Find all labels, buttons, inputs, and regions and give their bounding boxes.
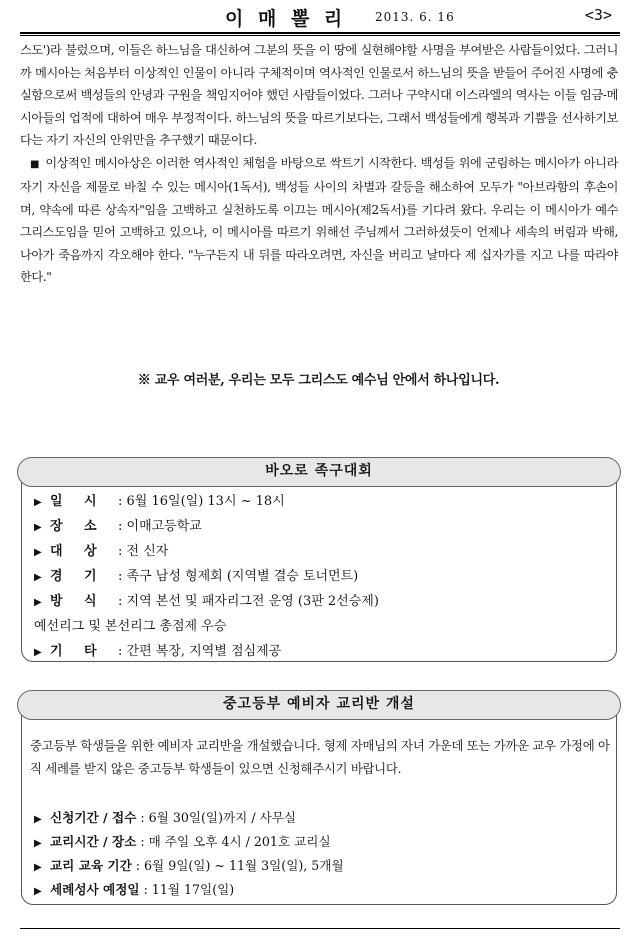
issue-date: 2013. 6. 16 xyxy=(375,10,455,24)
triangle-bullet-icon: ▶ xyxy=(34,862,42,873)
catechism-box-title: 중고등부 예비자 교리반 개설 xyxy=(17,690,621,720)
detail-row-place xyxy=(34,514,379,539)
detail-label: 대 상 xyxy=(50,544,97,559)
detail-value: : 족구 남성 형제회 (지역별 결승 토너먼트) xyxy=(118,569,359,584)
triangle-bullet-icon: ▶ xyxy=(34,572,42,583)
catechism-intro: 중고등부 학생들을 위한 예비자 교리반을 개설했습니다. 형제 자매님의 자녀 가운데 또는 가까운 교우 가정에 아직 세례를 받지 않은 중고등부 학생들이 있으면 신청해주시기 바랍니다. xyxy=(30,738,610,776)
catechism-details xyxy=(34,806,344,902)
header-divider-thin xyxy=(20,35,620,36)
detail-label: 신청기간 / 접수 xyxy=(50,810,137,825)
detail-label: 일 시 xyxy=(50,494,97,509)
detail-label: 세례성사 예정일 xyxy=(50,882,140,897)
detail-value: : 간편 복장, 지역별 점심제공 xyxy=(118,644,282,659)
detail-value: : 6월 30일(일)까지 / 사무실 xyxy=(140,810,297,825)
detail-value: : 6월 16일(일) 13시 ~ 18시 xyxy=(118,494,285,509)
detail-value: : 전 신자 xyxy=(118,544,169,559)
detail-value: : 지역 본선 및 패자리그전 운영 (3판 2선승제) xyxy=(118,594,379,609)
event-box-foot-volleyball xyxy=(21,470,617,662)
detail-row-target xyxy=(34,539,379,564)
triangle-bullet-icon: ▶ xyxy=(34,838,42,849)
detail-label: 기 타 xyxy=(50,644,97,659)
catechism-row-baptism xyxy=(34,878,344,902)
newsletter-title: 이 매 뽈 리 xyxy=(225,8,347,30)
detail-row-date xyxy=(34,489,379,514)
triangle-bullet-icon: ▶ xyxy=(34,814,42,825)
triangle-bullet-icon: ▶ xyxy=(34,886,42,897)
article-body xyxy=(20,39,618,289)
catechism-row-application xyxy=(34,806,344,830)
square-bullet-icon: ■ xyxy=(30,158,40,170)
triangle-bullet-icon: ▶ xyxy=(34,597,42,608)
catechism-row-time-place xyxy=(34,830,344,854)
triangle-bullet-icon: ▶ xyxy=(34,497,42,508)
article-paragraph-2 xyxy=(20,152,618,289)
event-box-title: 바오로 족구대회 xyxy=(17,457,621,487)
detail-value: : 매 주일 오후 4시 / 201호 교리실 xyxy=(140,834,331,849)
header-divider xyxy=(20,32,620,34)
detail-label: 방 식 xyxy=(50,594,97,609)
detail-label: 장 소 xyxy=(50,519,97,534)
detail-value: : 이매고등학교 xyxy=(118,519,202,534)
triangle-bullet-icon: ▶ xyxy=(34,547,42,558)
detail-value: : 11월 17일(일) xyxy=(143,882,235,897)
closing-message: ※ 교우 여러분, 우리는 모두 그리스도 예수님 안에서 하나입니다. xyxy=(137,373,500,388)
detail-label: 교리 교육 기간 xyxy=(50,858,132,873)
article-paragraph-1: 스도')라 불렀으며, 이들은 하느님을 대신하여 그분의 뜻을 이 땅에 실현해야할 사명을 부여받은 사람들이었다. 그러니까 메시아는 처음부터 이상적인 인물이 아니라 구체적이며 역사적인 인물로서 하느님의 뜻을 받들어 주어진 사명에 충실함으로써 백성들의 안녕과 구원을 책임지어야 했던 사람들이었다. 그러나 구약시대 이스라엘의 역사는 이들 임금-메시아들의 업적에 대하여 매우 부정적이다. 하느님의 뜻을 따르기보다는, 그래서 백성들에게 행복과 기쁨을 선사하기보다는 자기 자신의 안위만을 추구했기 때문이다. xyxy=(20,43,618,147)
detail-label: 경 기 xyxy=(50,569,97,584)
triangle-bullet-icon: ▶ xyxy=(34,522,42,533)
detail-row-game xyxy=(34,564,379,589)
catechism-row-period xyxy=(34,854,344,878)
triangle-bullet-icon: ▶ xyxy=(34,647,42,658)
page-number: <3> xyxy=(584,6,612,24)
event-details xyxy=(34,489,379,664)
article-paragraph-2-text: 이상적인 메시아상은 이러한 역사적인 체험을 바탕으로 싹트기 시작한다. 백성들 위에 군림하는 메시아가 아니라 자기 자신을 제물로 바칠 수 있는 메시아(1독서), 백성들 사이의 차별과 갈등을 해소하여 모두가 "아브라함의 후손이며, 약속에 따른 상속자"임을 고백하고 실천하도록 이끄는 메시아(제2독서)를 기다려 왔다. 우리는 이 메시아가 예수 그리스도임을 믿어 고백하고 있으나, 이 메시아를 따르기 위해선 주님께서 그러하셨듯이 언제나 세속의 버림과 박해, 나아가 죽음까지 각오해야 한다. "누구든지 내 뒤를 따라오려면, 자신을 버리고 날마다 제 십자가를 지고 나를 따라야 한다." xyxy=(20,155,618,284)
catechism-class-box xyxy=(21,703,617,905)
detail-value: : 6월 9일(일) ~ 11월 3일(일), 5개월 xyxy=(135,858,344,873)
detail-label: 교리시간 / 장소 xyxy=(50,834,137,849)
detail-row-format xyxy=(34,589,379,614)
detail-row-format-continued: 예선리그 및 본선리그 총점제 우승 xyxy=(34,619,227,634)
detail-row-etc xyxy=(34,639,379,664)
page-header xyxy=(20,4,620,30)
footer-divider xyxy=(20,928,620,929)
